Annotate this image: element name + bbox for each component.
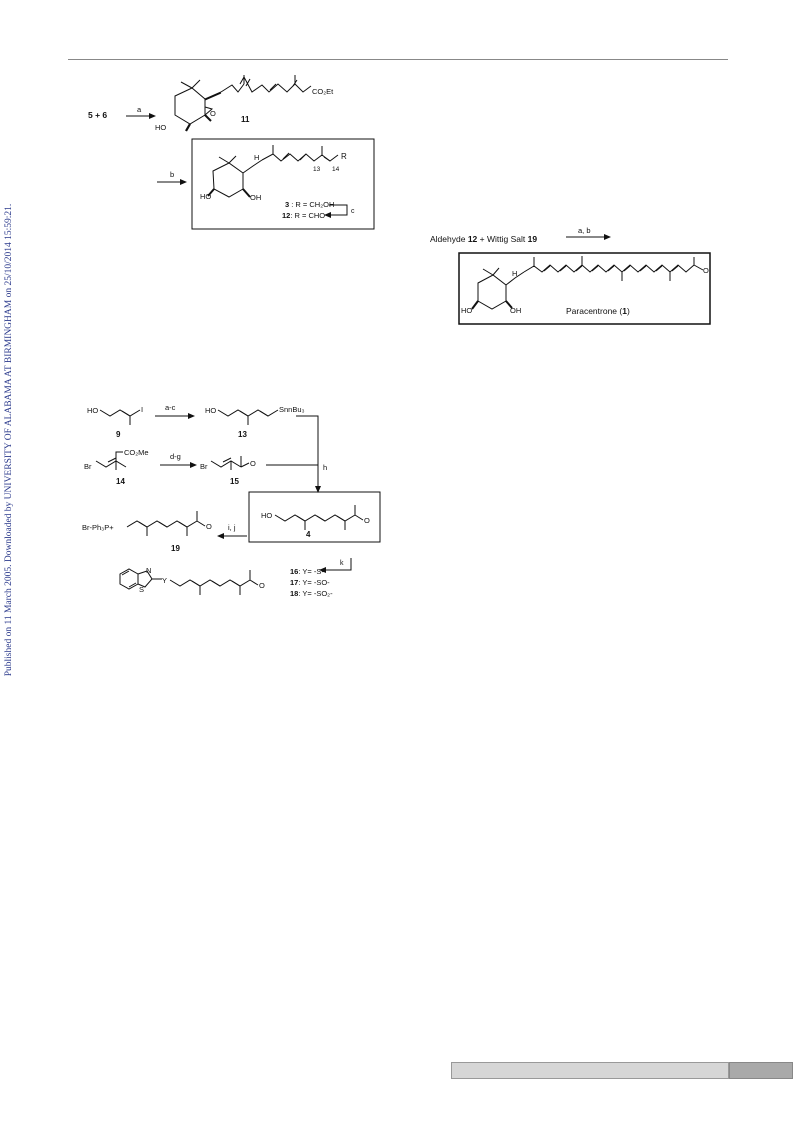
R-group: R: [341, 152, 347, 161]
compound-3-line: 3 : R = CH₂OH: [285, 200, 335, 209]
ester-14: CO₂Me: [124, 448, 149, 457]
ho-1: HO: [461, 306, 473, 315]
ester-11: CO₂Et: [312, 87, 334, 96]
compound-12-line: 12: R = CHO: [282, 211, 326, 220]
arrow-k: [320, 558, 351, 570]
o-19: O: [206, 522, 212, 531]
label-15: 15: [230, 477, 239, 486]
label-9: 9: [116, 430, 121, 439]
label-19: 19: [171, 544, 180, 553]
label-14: 14: [116, 477, 125, 486]
step-k-label: k: [340, 560, 344, 567]
allene-h-2: H: [512, 269, 518, 278]
br-15: Br: [200, 462, 208, 471]
ho-4: HO: [261, 511, 273, 520]
ho-11: HO: [155, 123, 167, 132]
compound-4: [275, 505, 363, 530]
stannane-13: SnnBu₃: [279, 405, 305, 414]
label-13: 13: [238, 430, 247, 439]
compound-17-line: 17: Y= -SO-: [290, 578, 330, 587]
label-11: 11: [241, 115, 250, 124]
oh-1: OH: [510, 306, 522, 315]
compound-9: [100, 410, 140, 425]
paracentrone-structure: [472, 256, 703, 309]
footer-bar-left: [451, 1062, 729, 1079]
o-bt: O: [259, 581, 265, 590]
locant-14: 14: [332, 166, 340, 173]
arrow-h: [296, 416, 318, 492]
ho-9: HO: [87, 406, 99, 415]
step-c-label: c: [351, 208, 355, 215]
locant-13: 13: [313, 166, 321, 173]
scheme-3: [0, 390, 400, 620]
step-a-label: a: [137, 105, 142, 114]
compound-18-line: 18: Y= -SO₂-: [290, 589, 333, 598]
paracentrone-label: Paracentrone (1): [566, 306, 630, 316]
step-ij-label: i, j: [228, 523, 236, 532]
scheme2-reagents: Aldehyde 12 + Wittig Salt 19: [430, 234, 538, 244]
scheme-2: [0, 0, 793, 340]
ho-13: HO: [205, 406, 217, 415]
thiazole-n: N: [146, 566, 152, 575]
compound-13: [218, 410, 278, 425]
step-ac-label: a-c: [165, 403, 176, 412]
carbonyl-o: O: [703, 266, 709, 275]
linker-y: Y: [162, 576, 168, 585]
footer-bar-right: [729, 1062, 793, 1079]
iodo-9: I: [141, 405, 144, 414]
phosphonium-salt: Br-Ph₃P+: [82, 523, 114, 532]
compound-14: [96, 452, 126, 470]
label-4: 4: [306, 530, 311, 539]
step-h-label: h: [323, 463, 328, 472]
compound-15: [211, 456, 249, 470]
ho-3: HO: [200, 192, 212, 201]
br-14: Br: [84, 462, 92, 471]
step-b-label: b: [170, 170, 175, 179]
compound-19: [127, 511, 205, 536]
download-notice-text: Published on 11 March 2005. Downloaded by UNIVERSITY OF ALABAMA AT BIRMINGHAM on 25/10/2014 15:59:21.: [4, 203, 14, 677]
thiazole-s: S: [139, 585, 145, 594]
o-15: O: [250, 459, 256, 468]
compound-16-line: 16: Y= -S-: [290, 567, 324, 576]
epoxide-o: O: [210, 109, 216, 118]
reactants-label: 5 + 6: [88, 110, 108, 120]
o-4: O: [364, 516, 370, 525]
step-dg-label: d-g: [170, 452, 181, 461]
oh-3: OH: [250, 193, 262, 202]
step-ab-label: a, b: [578, 226, 591, 235]
allene-h-1: H: [254, 153, 260, 162]
